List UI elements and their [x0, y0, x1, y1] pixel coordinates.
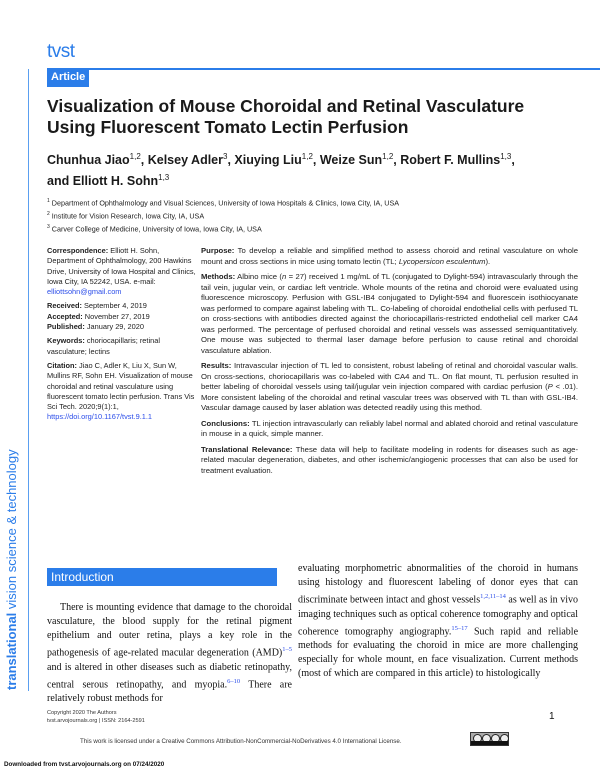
relevance-text: These data will help to facilitate modeling in rodents for diseases such as age-related macular degeneration, diabetes, and other ischemic/angiogenic processes that can also be used for treatment evaluation.: [201, 444, 579, 475]
affiliation-text: Institute for Vision Research, Iowa City, IA, USA: [51, 211, 205, 221]
body-column-right: [298, 562, 578, 681]
methods-text: Albino mice (: [237, 272, 282, 281]
author-list: Chunhua Jiao$^{1,2}$, Kelsey Adler$^3$, Xiuying Liu$^{1,2}$, Weize Sun$^{1,2}$, Robert F. Mullins$^{1,3}$, and Elliott H. Sohn$^{1,3}$: [47, 152, 515, 189]
section-heading-introduction: Introduction: [47, 568, 277, 586]
correspondence-text: Elliott H. Sohn, Department of Ophthalmology, 200 Hawkins Drive, University of Iowa Hospital and Clinics, Iowa City, IA 52242, USA. e-mail:: [47, 246, 196, 286]
author: Kelsey Adler: [147, 153, 224, 168]
affiliations: [47, 196, 507, 235]
purpose-label: Purpose:: [201, 246, 235, 255]
side-rule: [28, 69, 29, 691]
article-info-sidebar: [47, 246, 197, 427]
affiliation-item: [47, 222, 507, 235]
affiliation-number: 3: [47, 223, 50, 230]
reference-link[interactable]: 1,2,11–14: [480, 593, 506, 601]
abstract-conclusions: [201, 419, 578, 440]
abstract-methods: [201, 272, 578, 356]
keywords: [47, 336, 197, 357]
methods-text-end: = 27) received 1 mg/mL of TL (conjugated to Dylight-594) intravascularly through the tail vein, jugular vein, or cardiac left ventricle. Whole mounts of the retina and choroid were evaluated using fluorescence microscopy. Perfusion with GSL-IB4 conjugated to Dylight-594 and fluorescein isothiocyanate was performed to compare against labeling with TL. Co-labeling of choroidal endothelial cells with perfused TL on cross-sections with antibodies directed against the choriocapillaris-restricted endothelial cell marker CA4 was performed. The percentage of perfused choroidal and retinal vessels was assessed semiquantitatively. One mouse was subjected to thermal laser damage before perfusion to cause retinal and choroidal vasculature ablation.: [201, 272, 578, 355]
journal-issn: tvst.arvojournals.org | ISSN: 2164-2591: [47, 718, 145, 724]
journal-side-title: [4, 380, 19, 690]
correspondence-label: Correspondence:: [47, 246, 109, 255]
side-title-rest: vision science & technology: [4, 449, 19, 613]
accepted-date: November 27, 2019: [84, 311, 150, 321]
copyright-block: [47, 709, 145, 725]
author-affiliation-marker: 1,3: [500, 152, 512, 161]
body-text: and is altered in other diseases such as diabetic retinopathy, central serous retinopathy, and myopia.: [47, 661, 292, 691]
correspondence: [47, 246, 197, 297]
dates: [47, 301, 197, 332]
header-rule: [47, 68, 600, 70]
author: Chunhua Jiao: [47, 153, 130, 168]
abstract-purpose: [201, 246, 578, 267]
abstract: [201, 246, 578, 481]
copyright-text: Copyright 2020 The Authors: [47, 710, 117, 716]
download-notice: Downloaded from tvst.arvojournals.org on 07/24/2020: [4, 761, 165, 768]
received-date: September 4, 2019: [83, 301, 147, 311]
body-text: evaluating morphometric abnormalities of the choroid in humans using histology and fluorescent labeling of donor eyes that can discriminate between intact and ghost vessels: [298, 563, 578, 606]
citation: [47, 361, 197, 423]
species-name: Lycopersicon esculentum: [398, 256, 486, 266]
published-label: Published:: [47, 322, 85, 332]
abstract-relevance: [201, 445, 578, 477]
body-text: as well as in vivo imaging techniques such as optical coherence tomography and optical coherence tomography angiography.: [298, 594, 578, 638]
keywords-text: choriocapillaris; retinal vasculature; lectins: [47, 336, 160, 356]
published-date: January 29, 2020: [86, 322, 144, 332]
received-label: Received:: [47, 301, 82, 311]
page-number: 1: [549, 711, 555, 722]
email-link[interactable]: elliottsohn@gmail.com: [47, 287, 122, 297]
author: Weize Sun: [319, 153, 383, 168]
n-symbol: n: [282, 272, 287, 281]
affiliation-text: Carver College of Medicine, University of Iowa, Iowa City, IA, USA: [51, 224, 262, 234]
purpose-text: To develop a reliable and simplified method to assess choroid and retinal vasculature on whole mount and cross sections in mice using tomato lectin (TL;: [201, 246, 578, 266]
affiliation-item: [47, 196, 507, 209]
abstract-results: [201, 361, 578, 414]
article-type-badge: Article: [47, 68, 89, 87]
results-label: Results:: [201, 361, 232, 370]
journal-logo: tvst: [47, 41, 75, 62]
author-affiliation-marker: 1,3: [158, 173, 170, 183]
cc-label-strip: [471, 741, 508, 745]
keywords-label: Keywords:: [47, 336, 85, 346]
author-affiliation-marker: 3: [223, 152, 228, 161]
relevance-label: Translational Relevance:: [201, 444, 293, 454]
author: Robert F. Mullins: [400, 153, 501, 168]
p-symbol: P: [547, 382, 553, 391]
author: Xiuying Liu: [234, 153, 302, 168]
author: Elliott H. Sohn: [72, 174, 159, 189]
affiliation-number: 2: [47, 210, 50, 217]
affiliation-item: [47, 209, 507, 222]
body-column-left: [47, 601, 292, 706]
side-title-bold: translational: [4, 612, 19, 690]
author-affiliation-marker: 1,2: [301, 152, 313, 161]
conclusions-label: Conclusions:: [201, 418, 250, 428]
reference-link[interactable]: 6–10: [227, 677, 241, 685]
paper-title: Visualization of Mouse Choroidal and Retinal Vasculature Using Fluorescent Tomato Lectin Perfusion: [47, 96, 525, 137]
purpose-text-end: ).: [485, 256, 491, 266]
reference-link[interactable]: 15–17: [451, 624, 468, 632]
conclusions-text: TL injection intravascularly can reliably label normal and ablated choroid and retinal vasculature in mouse in a quick, simple manner.: [201, 418, 578, 438]
accepted-label: Accepted:: [47, 311, 83, 321]
methods-label: Methods:: [201, 272, 236, 281]
license-text: This work is licensed under a Creative Commons Attribution-NonCommercial-NoDerivatives 4.0 International License.: [80, 738, 402, 745]
author-affiliation-marker: 1,2: [382, 152, 394, 161]
citation-text: Jiao C, Adler K, Liu X, Sun W, Mullins RF, Sohn EH. Visualization of mouse choroidal and retinal vasculature using fluorescent tomato lectin perfusion. Trans Vis Sci Tech. 2020;9(1):1,: [47, 360, 195, 412]
affiliation-number: 1: [47, 198, 50, 204]
reference-link[interactable]: 1–5: [282, 646, 292, 654]
results-text-end: < .01). More consistent labeling of the choroidal and retinal vascular trees was observed with TL than with GSL-IB4. Vascular damage caused by laser ablation was detected readily using this method.: [201, 382, 578, 412]
affiliation-text: Department of Ophthalmology and Visual Sciences, University of Iowa Hospitals & Clinics, Iowa City, IA, USA: [51, 198, 400, 208]
creative-commons-icon[interactable]: [470, 732, 509, 746]
results-text: Intravascular injection of TL led to consistent, robust labeling of retinal and choroidal vascular walls. On cross-sections, choriocapillaris was co-labeled with CA4 and TL. On flat mount, TL perfusion resulted in better labeling of choroidal vessels using tail/jugular vein injection compared with cardiac perfusion (: [201, 361, 579, 391]
citation-label: Citation:: [47, 360, 77, 370]
author-affiliation-marker: 1,2: [129, 152, 141, 161]
doi-link[interactable]: https://doi.org/10.1167/tvst.9.1.1: [47, 412, 153, 422]
body-text: There is mounting evidence that damage to the choroidal vasculature, the blood supply for the retinal pigment epithelium and outer retina, plays a key role in the pathogenesis of age-related macular degeneration (AMD): [47, 602, 292, 659]
body-text: There are relatively robust methods for: [47, 679, 292, 705]
body-text: Such rapid and reliable methods for evaluating the choroid in mice are more challenging especially for whole mount, en face visualization. Current methods (most of which are compared in this article) to histologically: [298, 626, 579, 680]
